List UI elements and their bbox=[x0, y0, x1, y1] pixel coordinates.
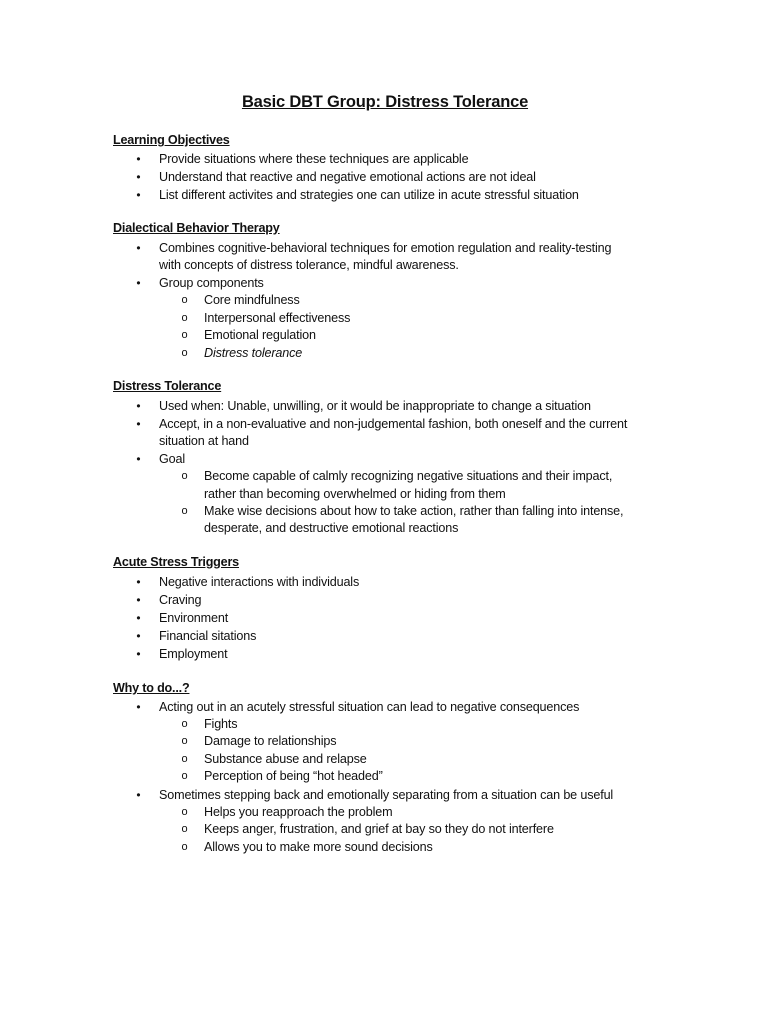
list-item: Understand that reactive and negative emotional actions are not ideal bbox=[159, 170, 536, 184]
sub-list-item: Become capable of calmly recognizing negative situations and their impact, bbox=[204, 469, 613, 483]
sub-bullet-marker: o bbox=[181, 294, 188, 306]
bullet-marker: • bbox=[136, 575, 141, 589]
list-item: Financial sitations bbox=[159, 629, 257, 643]
heading-distress-tolerance: Distress Tolerance bbox=[113, 379, 222, 393]
list-item: Employment bbox=[159, 647, 228, 661]
list-item: Used when: Unable, unwilling, or it would be inappropriate to change a situation bbox=[159, 399, 591, 413]
sub-bullet-marker: o bbox=[181, 770, 188, 782]
sub-list-item: Perception of being “hot headed” bbox=[204, 769, 383, 783]
list-item-continuation: situation at hand bbox=[159, 434, 249, 448]
sub-list-item: Emotional regulation bbox=[204, 328, 316, 342]
sub-list-item: Fights bbox=[204, 717, 238, 731]
list-item: Negative interactions with individuals bbox=[159, 575, 360, 589]
list-item-continuation: with concepts of distress tolerance, mindful awareness. bbox=[159, 258, 459, 272]
list-item: Combines cognitive-behavioral techniques for emotion regulation and reality-testing bbox=[159, 241, 612, 255]
heading-acute-stress-triggers: Acute Stress Triggers bbox=[113, 555, 239, 569]
sub-bullet-marker: o bbox=[181, 347, 188, 359]
bullet-marker: • bbox=[136, 611, 141, 625]
bullet-marker: • bbox=[136, 452, 141, 466]
sub-bullet-marker: o bbox=[181, 470, 188, 482]
sub-list-item: Damage to relationships bbox=[204, 734, 337, 748]
list-item: List different activites and strategies one can utilize in acute stressful situation bbox=[159, 188, 579, 202]
list-item: Environment bbox=[159, 611, 229, 625]
sub-list-item: Distress tolerance bbox=[204, 346, 303, 360]
sub-bullet-marker: o bbox=[181, 718, 188, 730]
list-item: Group components bbox=[159, 276, 264, 290]
list-item: Accept, in a non-evaluative and non-judgemental fashion, both oneself and the current bbox=[159, 417, 628, 431]
sub-list-item: Substance abuse and relapse bbox=[204, 752, 367, 766]
bullet-marker: • bbox=[136, 788, 141, 802]
bullet-marker: • bbox=[136, 152, 141, 166]
bullet-marker: • bbox=[136, 593, 141, 607]
list-item: Craving bbox=[159, 593, 202, 607]
list-item: Sometimes stepping back and emotionally separating from a situation can be useful bbox=[159, 788, 614, 802]
sub-bullet-marker: o bbox=[181, 841, 188, 853]
sub-list-item: Allows you to make more sound decisions bbox=[204, 840, 433, 854]
sub-list-item: Interpersonal effectiveness bbox=[204, 311, 351, 325]
list-item: Goal bbox=[159, 452, 186, 466]
heading-learning-objectives: Learning Objectives bbox=[113, 133, 230, 147]
sub-list-item: Make wise decisions about how to take action, rather than falling into intense, bbox=[204, 504, 624, 518]
sub-list-item: Helps you reapproach the problem bbox=[204, 805, 393, 819]
bullet-marker: • bbox=[136, 700, 141, 714]
sub-list-item-continuation: rather than becoming overwhelmed or hiding from them bbox=[204, 487, 506, 501]
sub-bullet-marker: o bbox=[181, 735, 188, 747]
bullet-marker: • bbox=[136, 647, 141, 661]
bullet-marker: • bbox=[136, 241, 141, 255]
heading-dbt: Dialectical Behavior Therapy bbox=[113, 221, 280, 235]
sub-bullet-marker: o bbox=[181, 329, 188, 341]
sub-bullet-marker: o bbox=[181, 753, 188, 765]
sub-list-item: Core mindfulness bbox=[204, 293, 300, 307]
sub-list-item-continuation: desperate, and destructive emotional reactions bbox=[204, 521, 459, 535]
list-item: Provide situations where these techniques are applicable bbox=[159, 152, 469, 166]
sub-bullet-marker: o bbox=[181, 505, 188, 517]
bullet-marker: • bbox=[136, 170, 141, 184]
bullet-marker: • bbox=[136, 629, 141, 643]
sub-bullet-marker: o bbox=[181, 823, 188, 835]
bullet-marker: • bbox=[136, 188, 141, 202]
sub-list-item: Keeps anger, frustration, and grief at bay so they do not interfere bbox=[204, 822, 554, 836]
bullet-marker: • bbox=[136, 399, 141, 413]
bullet-marker: • bbox=[136, 417, 141, 431]
sub-bullet-marker: o bbox=[181, 806, 188, 818]
sub-bullet-marker: o bbox=[181, 312, 188, 324]
heading-why-to-do: Why to do...? bbox=[113, 681, 190, 695]
bullet-marker: • bbox=[136, 276, 141, 290]
list-item: Acting out in an acutely stressful situation can lead to negative consequences bbox=[159, 700, 580, 714]
document-title: Basic DBT Group: Distress Tolerance bbox=[241, 93, 529, 111]
